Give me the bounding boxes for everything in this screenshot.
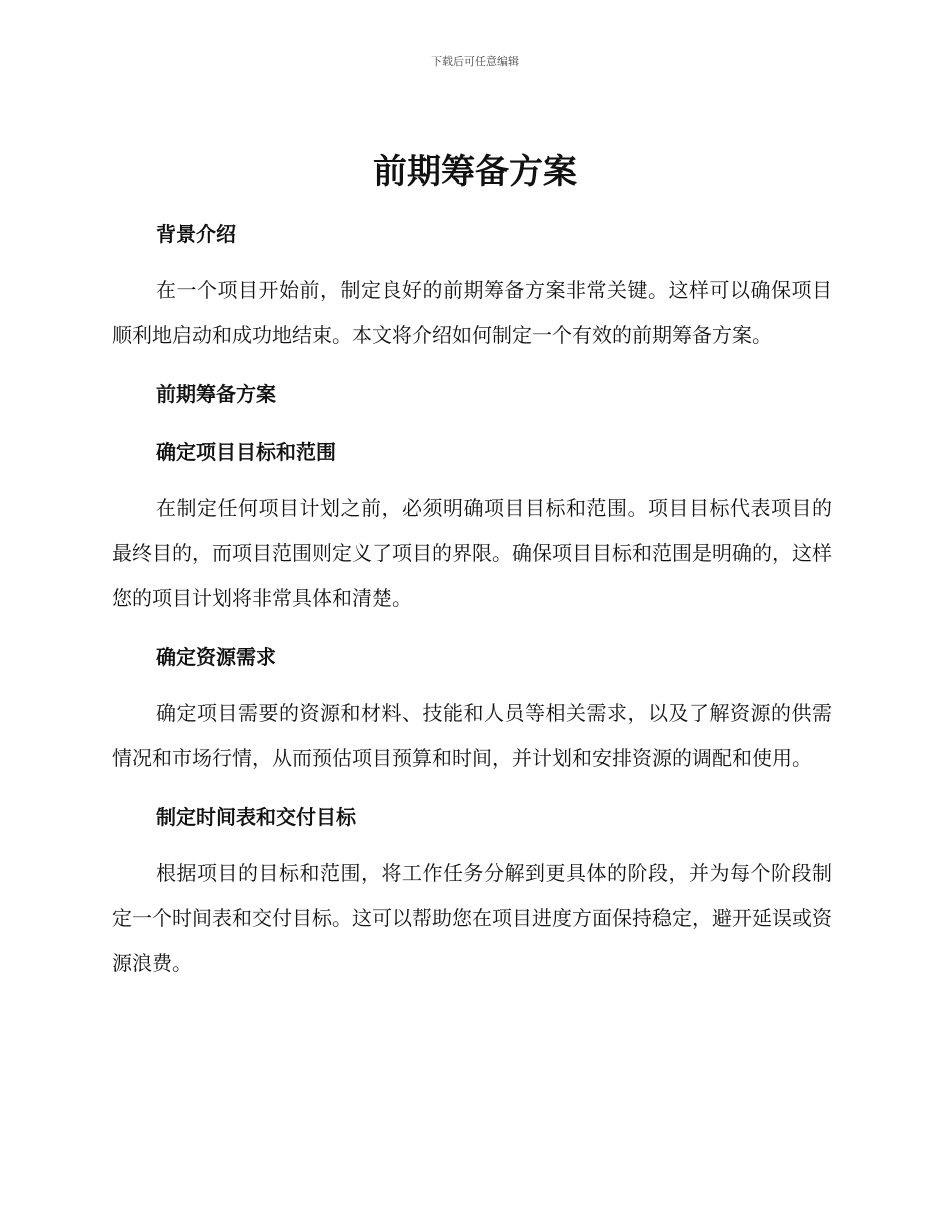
section-paragraph-goals-scope: 在制定任何项目计划之前，必须明确项目目标和范围。项目目标代表项目的最终目的，而项目范围则定义了项目的界限。确保项目目标和范围是明确的，这样您的项目计划将非常具体和清楚。 [112,496,832,610]
section-paragraph-schedule: 根据项目的目标和范围，将工作任务分解到更具体的阶段，并为每个阶段制定一个时间表和交付目标。这可以帮助您在项目进度方面保持稳定，避开延误或资源浪费。 [112,861,832,975]
section-heading-goals-scope: 确定项目目标和范围 [156,440,336,464]
header-note: 下载后可任意编辑 [431,55,519,68]
section-paragraph-background: 在一个项目开始前，制定良好的前期筹备方案非常关键。这样可以确保项目顺利地启动和成功地结束。本文将介绍如何制定一个有效的前期筹备方案。 [112,278,832,347]
section-heading-schedule: 制定时间表和交付目标 [156,805,356,829]
section-paragraph-resources: 确定项目需要的资源和材料、技能和人员等相关需求，以及了解资源的供需情况和市场行情，从而预估项目预算和时间，并计划和安排资源的调配和使用。 [112,701,832,770]
document-body [112,200,832,986]
section-heading-resources: 确定资源需求 [156,645,276,669]
document-title: 前期筹备方案 [373,152,577,192]
section-heading-plan: 前期筹备方案 [156,382,276,406]
section-heading-background: 背景介绍 [156,222,236,246]
